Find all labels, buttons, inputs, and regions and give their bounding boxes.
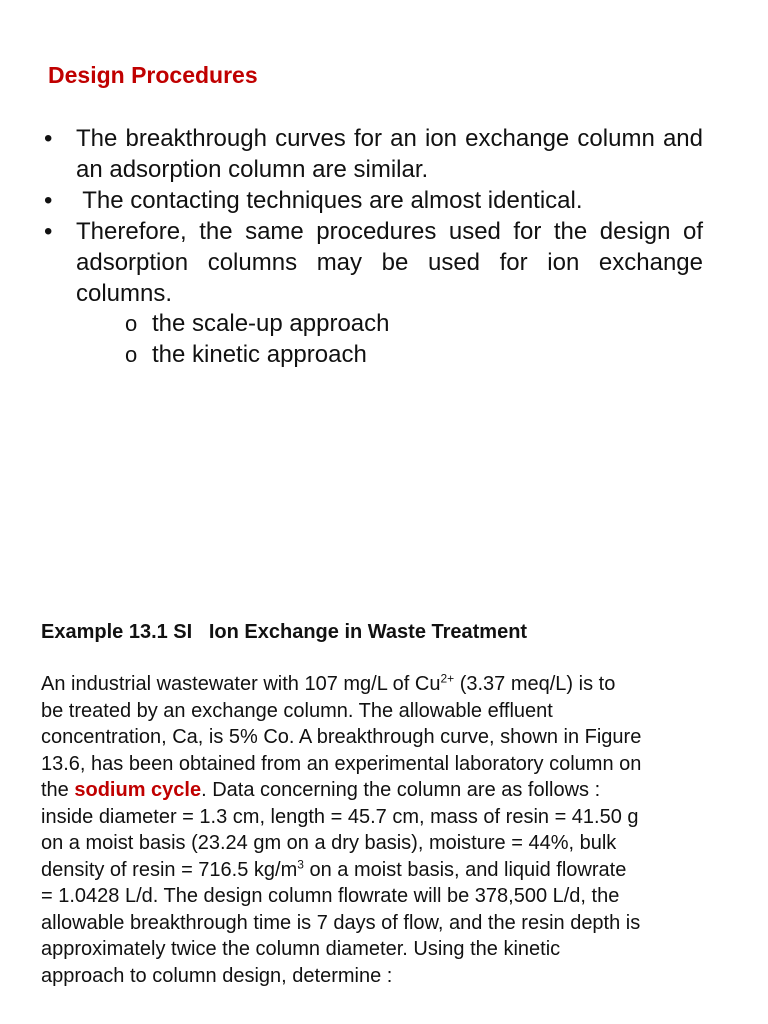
slide-title: Design Procedures [48, 62, 258, 88]
bullet-text: Therefore, the same procedures used for the design of adsorption columns may be used for ion exchange columns. [76, 218, 703, 307]
sub-bullet-marker: o [125, 311, 138, 336]
bullet-item [40, 216, 703, 309]
example-title: Example 13.1 SI Ion Exchange in Waste Treatment [41, 621, 528, 643]
bullet-text: The contacting techniques are almost identical. [76, 187, 583, 214]
bullet-marker: • [44, 125, 53, 152]
sub-bullet-list [125, 308, 390, 370]
superscript-charge: 2+ [440, 671, 455, 686]
sub-bullet-text: the kinetic approach [152, 341, 367, 368]
sub-bullet-item [125, 308, 390, 339]
superscript-exponent: 3 [297, 856, 304, 871]
bullet-list [40, 123, 703, 309]
bullet-marker: • [44, 187, 53, 214]
sub-bullet-text: the scale-up approach [152, 310, 390, 337]
body-text: (3.37 meq/L) is to be treated by an exchange column. The allowable effluent concentration, Ca, is 5% Co. A breakthrough curve, shown in Figure 13.6, has been obtained from an experimental laboratory column on the [41, 673, 642, 801]
bullet-item [40, 123, 703, 185]
example-body [41, 671, 721, 989]
bullet-marker: • [44, 218, 53, 245]
body-text: . Data concerning the column are as follows : inside diameter = 1.3 cm, length = 45.7 cm, mass of resin = 41.50 g on a moist basis (23.24 gm on a dry basis), moisture = 44%, bulk density of resin = 716.5 kg/m [41, 779, 639, 881]
sub-bullet-item [125, 339, 390, 370]
body-text: on a moist basis, and liquid flowrate = 1.0428 L/d. The design column flowrate will be 378,500 L/d, the allowable breakthrough time is 7 days of flow, and the resin depth is approximately twice the column diameter. Using the kinetic approach to column design, determine : [41, 858, 641, 987]
body-text: An industrial wastewater with 107 mg/L of Cu [41, 673, 441, 695]
bullet-text: The breakthrough curves for an ion exchange column and an adsorption column are similar. [76, 125, 703, 183]
highlight-sodium-cycle: sodium cycle [74, 779, 202, 801]
sub-bullet-marker: o [125, 342, 138, 367]
bullet-item [40, 185, 703, 216]
example-section [41, 621, 721, 989]
